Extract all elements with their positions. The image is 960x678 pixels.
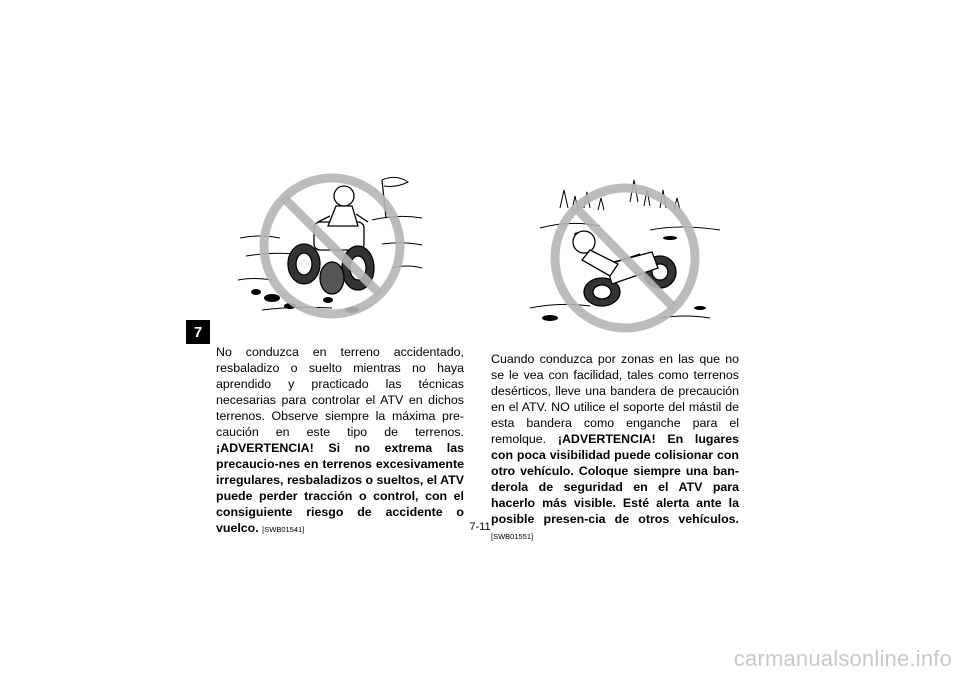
left-warning-text: ¡ADVERTENCIA! Si no extrema las precaucio-nes en terrenos excesivamente irregulares, resbaladizos o sueltos, el ATV puede perder tracción o control, con el consiguiente riesgo de accidente o vuelco. bbox=[216, 441, 464, 535]
left-intro-text: No conduzca en terreno accidentado, resbaladizo o suelto mientras no haya aprendido y practicado las técnicas necesarias para controlar el ATV en dichos terrenos. Observe siempre la máxima pre-caución en este tipo de terrenos. bbox=[216, 345, 464, 439]
left-column-text bbox=[216, 344, 464, 538]
chapter-tab bbox=[186, 320, 210, 344]
right-intro-text: Cuando conduzca por zonas en las que no se le vea con facilidad, tales como terrenos desérticos, lleve una bandera de precaución en el ATV. NO utilice el soporte del mástil de esta bandera como enganche para el remolque. bbox=[491, 352, 739, 446]
page-number: 7-11 bbox=[469, 521, 491, 533]
atv-rough-terrain-prohibited-icon bbox=[232, 160, 432, 330]
right-warning-code: [SWB01551] bbox=[491, 532, 534, 541]
right-column-text bbox=[491, 351, 739, 545]
right-warning-text: ¡ADVERTENCIA! En lugares con poca visibilidad puede colisionar con otro vehículo. Coloque siempre una ban-derola de seguridad en el ATV para hacerlo más visible. Esté alerta ante la posible presen-cia de otros vehículos. bbox=[491, 432, 739, 526]
chapter-number: 7 bbox=[193, 323, 203, 341]
watermark-text: carmanualsonline.info bbox=[733, 646, 952, 671]
left-warning-code: [SWB01541] bbox=[262, 525, 305, 534]
atv-low-visibility-prohibited-icon bbox=[520, 168, 730, 338]
